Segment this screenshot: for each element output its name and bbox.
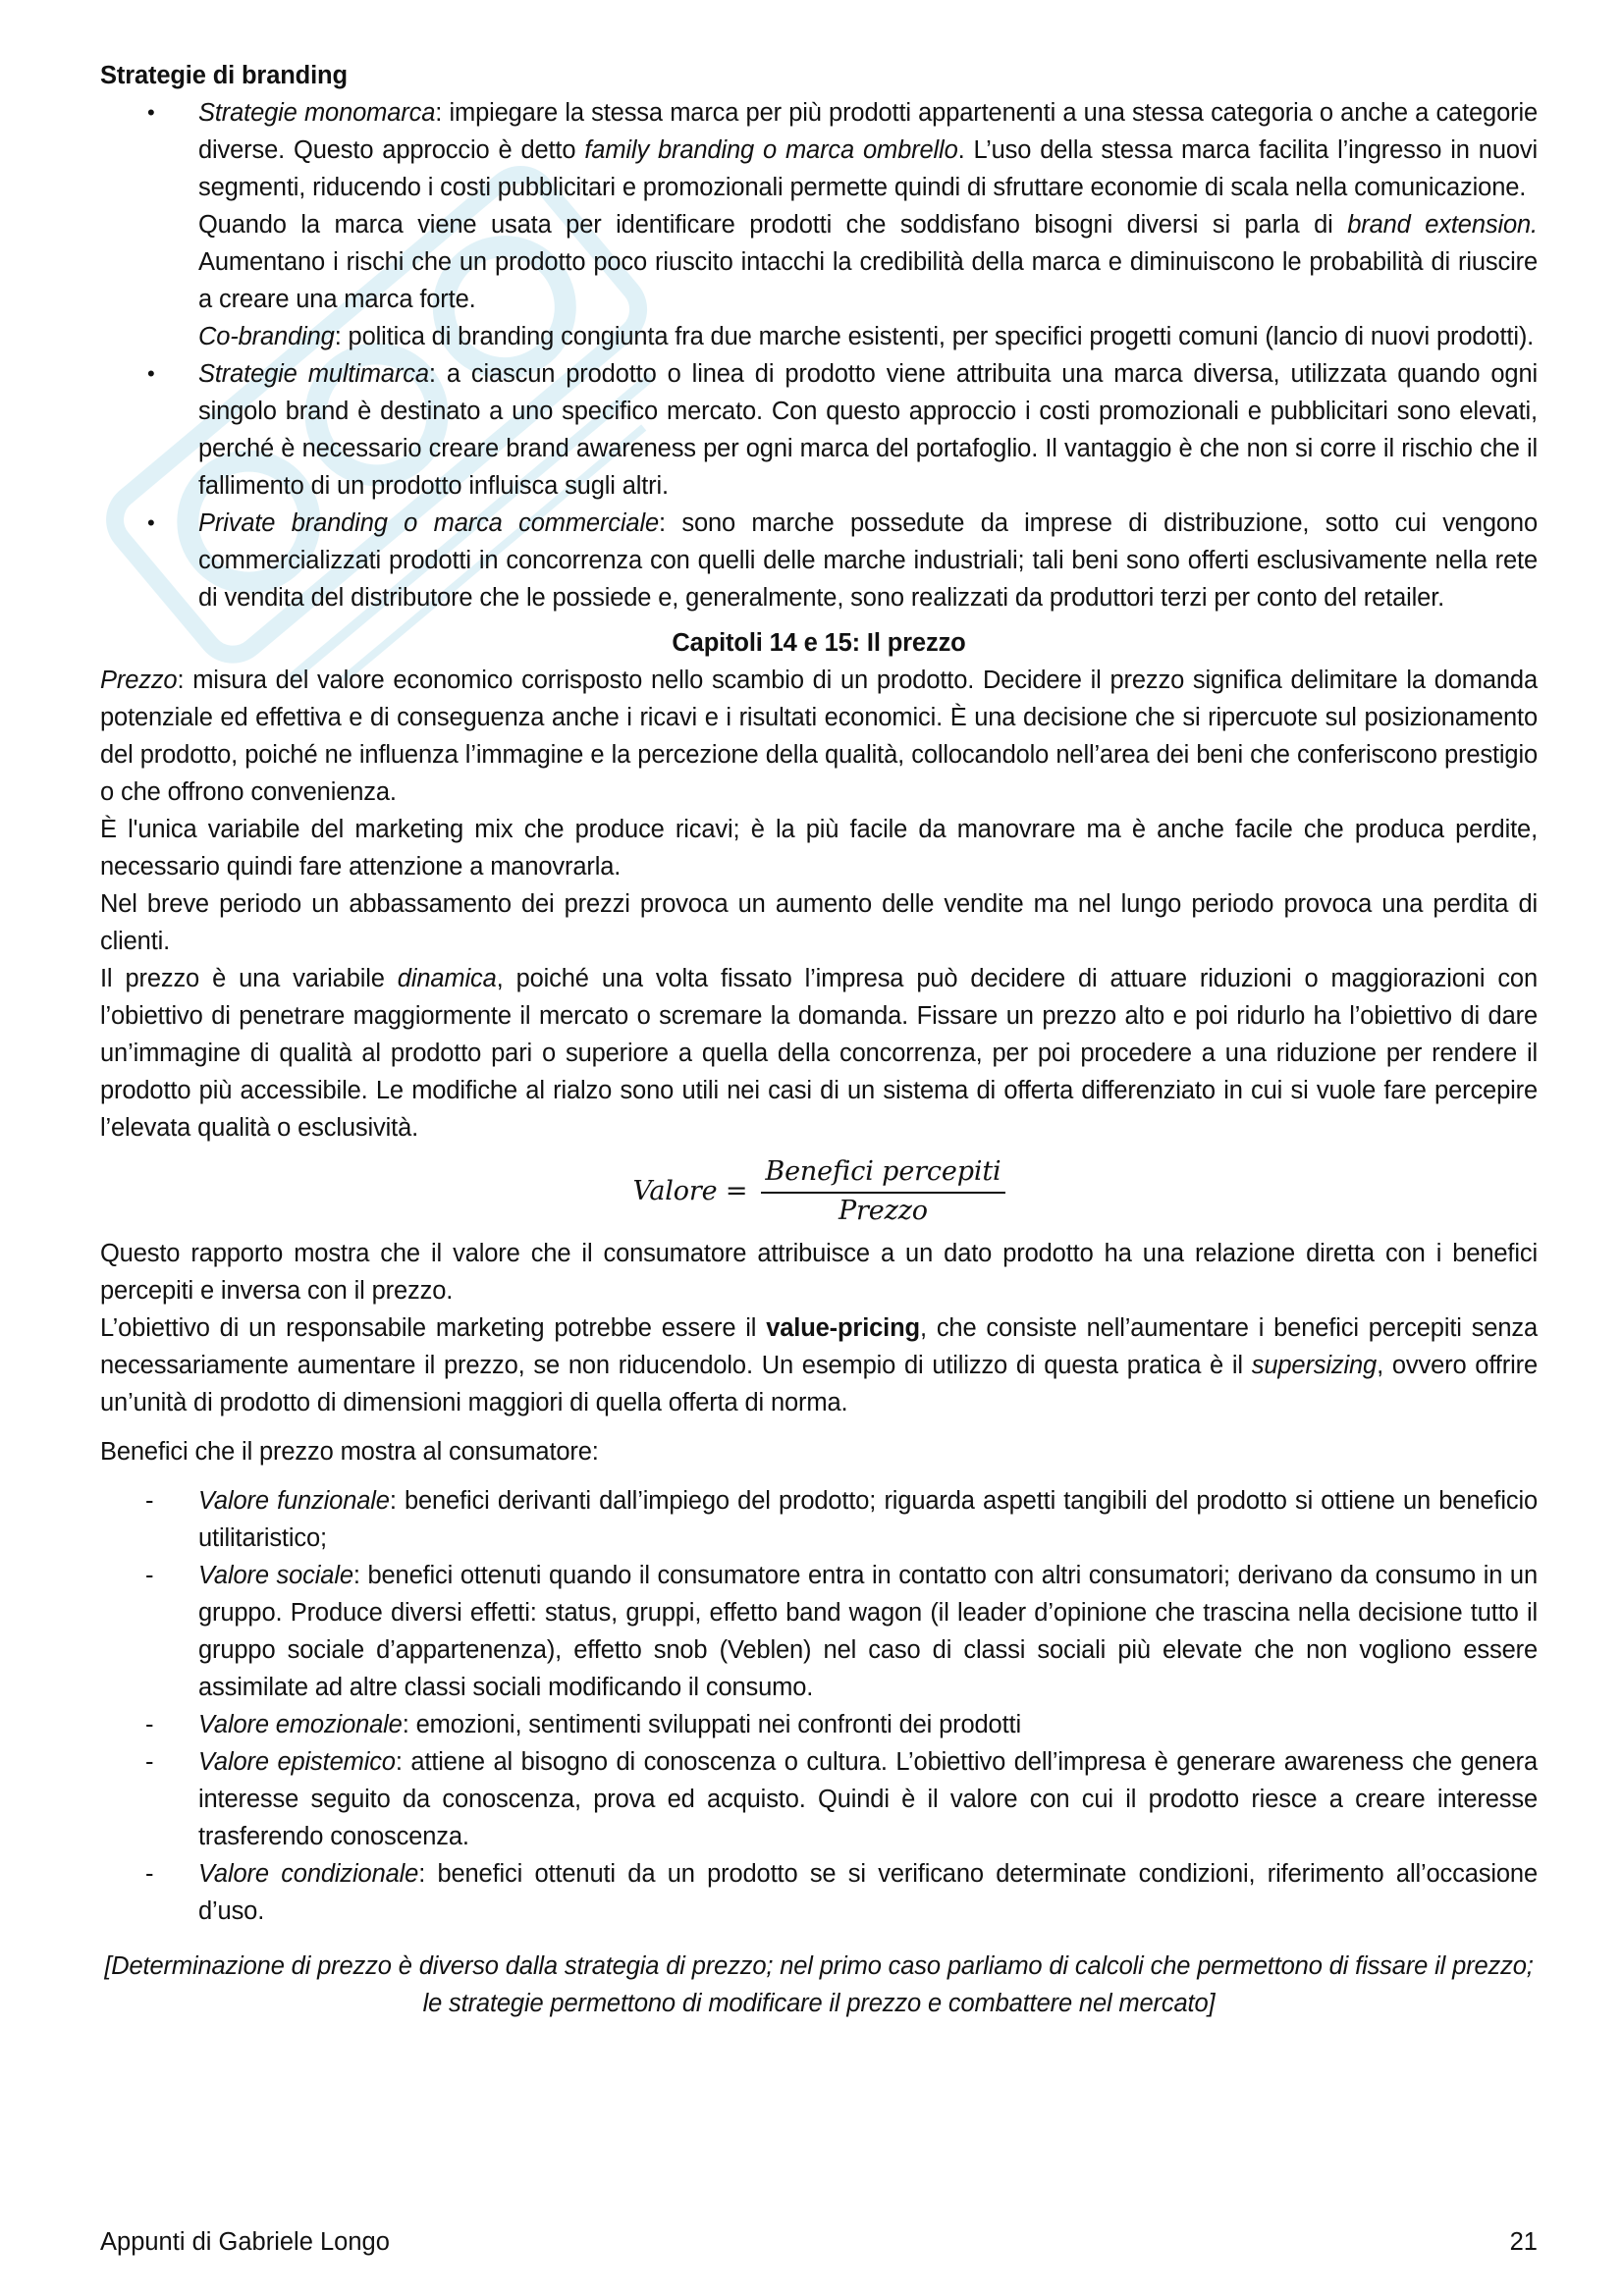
dash-bullet-icon: - [145, 1860, 154, 1888]
page-number: 21 [1509, 2228, 1538, 2256]
text-run: : politica di branding congiunta fra due marche esistenti, per specifici progetti comuni (lancio di nuovi prodotti). [334, 323, 1535, 350]
branding-strategy-item [100, 505, 1538, 616]
closing-note: [Determinazione di prezzo è diverso dalla strategia di prezzo; nel primo caso parliamo di calcoli che permettono di fissare il prezzo; le strategie permettono di modificare il prezzo e combattere nel mercato] [104, 1952, 1534, 2017]
bullet-paragraph [198, 505, 1538, 616]
text-run: : attiene al bisogno di conoscenza o cultura. L’obiettivo dell’impresa è generare awareness che genera interesse seguito da conoscenza, prova ed acquisto. Quindi è il valore con cui il prodotto riesce a creare interesse trasferendo conoscenza. [198, 1748, 1538, 1850]
body-paragraph [100, 662, 1538, 811]
formula-lhs: Valore = [632, 1176, 748, 1206]
text-run: Aumentano i rischi che un prodotto poco riuscito intacchi la credibilità della marca e diminuiscono le probabilità di riuscire a creare una marca forte. [198, 248, 1538, 313]
body-paragraph [100, 885, 1538, 960]
formula-fraction [761, 1154, 1004, 1229]
bullet-icon: • [147, 100, 155, 125]
text-run: , che consiste nell’aumentare i benefici percepiti senza necessariamente aumentare il prezzo, se non riducendolo. Un esempio di utilizzo di questa pratica è il [100, 1314, 1538, 1379]
text-run: Quando la marca viene usata per identificare prodotti che soddisfano bisogni diversi si parla di [198, 211, 1348, 239]
body-paragraph [100, 1309, 1538, 1421]
prezzo-paragraphs [100, 662, 1538, 1147]
italic-text: dinamica [397, 965, 497, 992]
section-heading-prezzo: Capitoli 14 e 15: Il prezzo [672, 629, 966, 657]
text-run: Questo rapporto mostra che il valore che il consumatore attribuisce a un dato prodotto ha una relazione diretta con i benefici percepiti e inversa con il prezzo. [100, 1240, 1538, 1305]
text-run: L’obiettivo di un responsabile marketing potrebbe essere il [100, 1314, 767, 1342]
value-formula [100, 1148, 1538, 1235]
italic-text: Valore emozionale [198, 1711, 403, 1738]
text-run: È l'unica variabile del marketing mix che produce ricavi; è la più facile da manovrare ma è anche facile che produca perdite, necessario quindi fare attenzione a manovrarla. [100, 816, 1538, 881]
branding-strategies-list [100, 94, 1538, 616]
italic-text: Prezzo [100, 667, 178, 694]
italic-text: Valore condizionale [198, 1860, 419, 1888]
benefit-item [100, 1706, 1538, 1743]
section-heading-branding: Strategie di branding [100, 62, 348, 89]
body-paragraph [100, 1235, 1538, 1309]
bullet-icon: • [147, 361, 155, 386]
after-formula-paragraphs [100, 1235, 1538, 1421]
bullet-paragraph [198, 355, 1538, 505]
text-run: : misura del valore economico corrisposto nello scambio di un prodotto. Decidere il prezzo significa delimitare la domanda potenziale ed effettiva e di conseguenza anche i ricavi e i risultati economici. È una decisione che si ripercuote sul posizionamento del prodotto, poiché ne influenza l’immagine e la percezione della qualità, collocandolo nell’area dei beni che conferiscono prestigio o che offrono convenienza. [100, 667, 1538, 806]
italic-text: brand extension. [1347, 211, 1538, 239]
formula-denominator: Prezzo [839, 1196, 928, 1226]
benefits-intro: Benefici che il prezzo mostra al consumatore: [100, 1438, 599, 1466]
italic-text: supersizing [1251, 1352, 1378, 1379]
bold-text: value-pricing [766, 1314, 920, 1342]
footer-author: Appunti di Gabriele Longo [100, 2228, 390, 2256]
dash-bullet-icon: - [145, 1748, 154, 1776]
benefit-item [100, 1743, 1538, 1855]
document-body [100, 57, 1538, 2022]
italic-text: Co-branding [198, 323, 335, 350]
text-run: : benefici ottenuti da un prodotto se si verificano determinate condizioni, riferimento all’occasione d’uso. [198, 1860, 1538, 1925]
italic-text: Private branding o marca commerciale [198, 509, 659, 537]
dash-bullet-icon: - [145, 1711, 154, 1738]
dash-bullet-icon: - [145, 1562, 154, 1589]
italic-text: Valore sociale [198, 1562, 353, 1589]
benefit-item [100, 1482, 1538, 1557]
text-run: , ovvero offrire un’unità di prodotto di dimensioni maggiori di quella offerta di norma. [100, 1352, 1538, 1416]
benefits-list [100, 1482, 1538, 1930]
benefit-item [100, 1557, 1538, 1706]
benefit-item [100, 1855, 1538, 1930]
bullet-icon: • [147, 510, 155, 535]
italic-text: Strategie monomarca [198, 99, 436, 127]
text-run: : benefici derivanti dall’impiego del prodotto; riguarda aspetti tangibili del prodotto si ottiene un beneficio utilitaristico; [198, 1487, 1538, 1552]
bullet-paragraph [198, 94, 1538, 206]
italic-text: Valore funzionale [198, 1487, 390, 1515]
body-paragraph [100, 960, 1538, 1147]
italic-text: family branding o marca ombrello [584, 136, 958, 164]
spacer [100, 1470, 1538, 1482]
italic-text: Valore epistemico [198, 1748, 396, 1776]
text-run: : impiegare la stessa marca per più prodotti appartenenti a una stessa categoria o anche a categorie diverse. Questo approccio è detto [198, 99, 1538, 164]
formula-numerator: Benefici percepiti [761, 1154, 1004, 1194]
spacer [100, 1421, 1538, 1433]
text-run: : benefici ottenuti quando il consumatore entra in contatto con altri consumatori; derivano da consumo in un gruppo. Produce diversi effetti: status, gruppi, effetto band wagon (il leader d’opinione che trascina nella decisione tutto il gruppo sociale d’appartenenza), effetto snob (Veblen) nel caso di classi sociali più elevate che non vogliono essere assimilate ad altre classi sociali modificando il consumo. [198, 1562, 1538, 1701]
text-run: Nel breve periodo un abbassamento dei prezzi provoca un aumento delle vendite ma nel lungo periodo provoca una perdita di clienti. [100, 890, 1538, 955]
bullet-paragraph [198, 318, 1538, 355]
text-run: Il prezzo è una variabile [100, 965, 398, 992]
branding-strategy-item [100, 94, 1538, 355]
bullet-paragraph [198, 206, 1538, 318]
text-run: : a ciascun prodotto o linea di prodotto viene attribuita una marca diversa, utilizzata quando ogni singolo brand è destinato a uno specifico mercato. Con questo approccio i costi promozionali e pubblicitari sono elevati, perché è necessario creare brand awareness per ogni marca del portafoglio. Il vantaggio è che non si corre il rischio che il fallimento di un prodotto influisca sugli altri. [198, 360, 1538, 500]
text-run: , poiché una volta fissato l’impresa può decidere di attuare riduzioni o maggiorazioni con l’obiettivo di penetrare maggiormente il mercato o scremare la domanda. Fissare un prezzo alto e poi ridurlo ha l’obiettivo di dare un’immagine di qualità al prodotto pari o superiore a quella della concorrenza, per poi procedere a una riduzione per rendere il prodotto più accessibile. Le modifiche al rialzo sono utili nei casi di un sistema di offerta differenziato in cui si vuole fare percepire l’elevata qualità o esclusività. [100, 965, 1538, 1142]
body-paragraph [100, 811, 1538, 885]
dash-bullet-icon: - [145, 1487, 154, 1515]
text-run: . L’uso della stessa marca facilita l’ingresso in nuovi segmenti, riducendo i costi pubblicitari e promozionali permette quindi di sfruttare economie di scala nella comunicazione. [198, 136, 1538, 201]
branding-strategy-item [100, 355, 1538, 505]
text-run: : emozioni, sentimenti sviluppati nei confronti dei prodotti [402, 1711, 1021, 1738]
page-footer [100, 2223, 1538, 2261]
text-run: : sono marche possedute da imprese di distribuzione, sotto cui vengono commercializzati prodotti in concorrenza con quelli delle marche industriali; tali beni sono offerti esclusivamente nella rete di vendita del distributore che le possiede e, generalmente, sono realizzati da produttori terzi per conto del retailer. [198, 509, 1538, 612]
italic-text: Strategie multimarca [198, 360, 429, 388]
